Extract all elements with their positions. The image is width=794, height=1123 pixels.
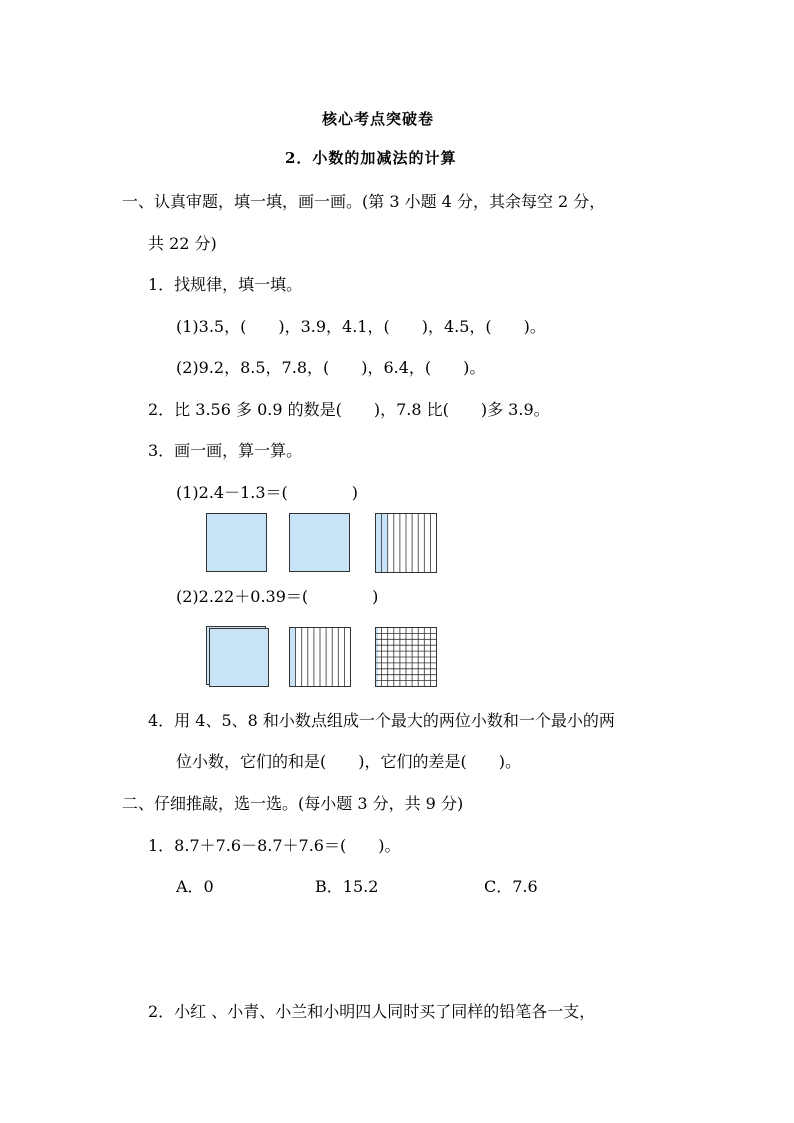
page-title: 核心考点突破卷 [322,110,435,128]
page-subtitle: 2．小数的加减法的计算 [285,149,457,167]
shaded-column [382,514,388,573]
section1-heading: 一、认真审题，填一填，画一画。(第 3 小题 4 分，其余每空 2 分， [122,192,606,211]
q2-text: 2．比 3.56 多 0.9 的数是( )，7.8 比( )多 3.9。 [148,400,550,419]
q1-prompt: 1．找规律，填一填。 [148,275,303,294]
square-hundredths [375,627,437,687]
q4-text-cont: 位小数，它们的和是( )，它们的差是( )。 [176,752,521,771]
q4-text: 4．用 4、5、8 和小数点组成一个最大的两位小数和一个最小的两 [148,711,615,730]
s2-q2-text: 2．小红 、小青、小兰和小明四人同时买了同样的铅笔各一支， [148,1002,596,1021]
square-tenths-2 [289,627,351,687]
square-whole-overlap [206,626,270,688]
q3-part1: (1)2.4－1.3＝( ) [176,483,359,502]
square-tenths [375,513,437,573]
s2-q1-prompt: 1．8.7＋7.6－8.7＋7.6＝( )。 [148,836,401,855]
q1-part2: (2)9.2，8.5，7.8，( )，6.4，( )。 [176,358,486,377]
q3-part2: (2)2.22＋0.39＝( ) [176,587,379,606]
section2-heading: 二、仔细推敲，选一选。(每小题 3 分，共 9 分) [122,794,464,813]
square-whole-2 [289,513,351,573]
section1-heading-cont: 共 22 分) [148,234,217,253]
shaded-column [290,628,296,687]
option-a: A．0 [176,877,214,896]
option-c: C．7.6 [484,877,538,896]
q3-prompt: 3．画一画，算一算。 [148,441,303,460]
q1-part1: (1)3.5，( )，3.9，4.1，( )，4.5，( )。 [176,317,546,336]
option-b: B．15.2 [315,877,379,896]
shaded-column [376,514,382,573]
square-whole-1 [206,513,268,573]
